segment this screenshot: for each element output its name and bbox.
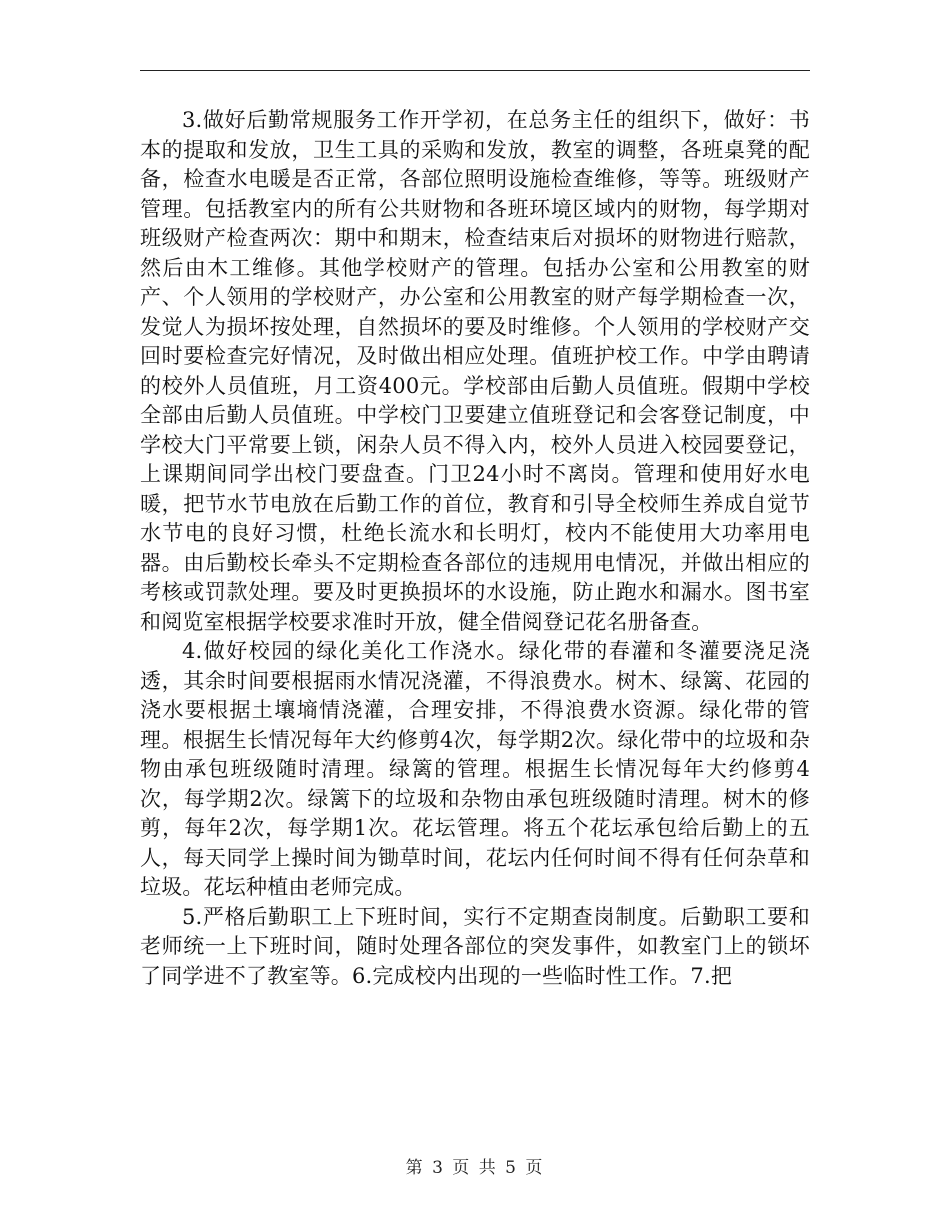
paragraph-4: 4.做好校园的绿化美化工作浇水。绿化带的春灌和冬灌要浇足浇透，其余时间要根据雨水情况浇灌，不得浪费水。树木、绿篱、花园的浇水要根据土壤墒情浇灌，合理安排，不得浪费水资源。绿化带的管理。根据生长情况每年大约修剪4次，每学期2次。绿化带中的垃圾和杂物由承包班级随时清理。绿篱的管理。根据生长情况每年大约修剪4次，每学期2次。绿篱下的垃圾和杂物由承包班级随时清理。树木的修剪，每年2次，每学期1次。花坛管理。将五个花坛承包给后勤上的五人，每天同学上操时间为锄草时间，花坛内任何时间不得有任何杂草和垃圾。花坛种植由老师完成。 [140,639,810,899]
page-footer: 第 3 页 共 5 页 [405,1158,545,1178]
paragraph-3: 3.做好后勤常规服务工作开学初，在总务主任的组织下，做好：书本的提取和发放，卫生工具的采购和发放，教室的调整，各班桌凳的配备，检查水电暖是否正常，各部位照明设施检查维修，等等。班级财产管理。包括教室内的所有公共财物和各班环境区域内的财物，每学期对班级财产检查两次：期中和期末，检查结束后对损坏的财物进行赔款，然后由木工维修。其他学校财产的管理。包括办公室和公用教室的财产、个人领用的学校财产，办公室和公用教室的财产每学期检查一次，发觉人为损坏按处理，自然损坏的要及时维修。个人领用的学校财产交回时要检查完好情况，及时做出相应处理。值班护校工作。中学由聘请的校外人员值班，月工资400元。学校部由后勤人员值班。假期中学校全部由后勤人员值班。中学校门卫要建立值班登记和会客登记制度，中学校大门平常要上锁，闲杂人员不得入内，校外人员进入校园要登记，上课期间同学出校门要盘查。门卫24小时不离岗。管理和使用好水电暖，把节水节电放在后勤工作的首位，教育和引导全校师生养成自觉节水节电的良好习惯，杜绝长流水和长明灯，校内不能使用大功率用电器。由后勤校长牵头不定期检查各部位的违规用电情况，并做出相应的考核或罚款处理。要及时更换损坏的水设施，防止跑水和漏水。图书室和阅览室根据学校要求准时开放，健全借阅登记花名册备查。 [140,108,810,634]
document-body [140,106,810,991]
paragraph-5: 5.严格后勤职工上下班时间，实行不定期查岗制度。后勤职工要和老师统一上下班时间，随时处理各部位的突发事件，如教室门上的锁坏了同学进不了教室等。6.完成校内出现的一些临时性工作。7.把 [140,904,810,988]
header-rule [140,70,810,71]
